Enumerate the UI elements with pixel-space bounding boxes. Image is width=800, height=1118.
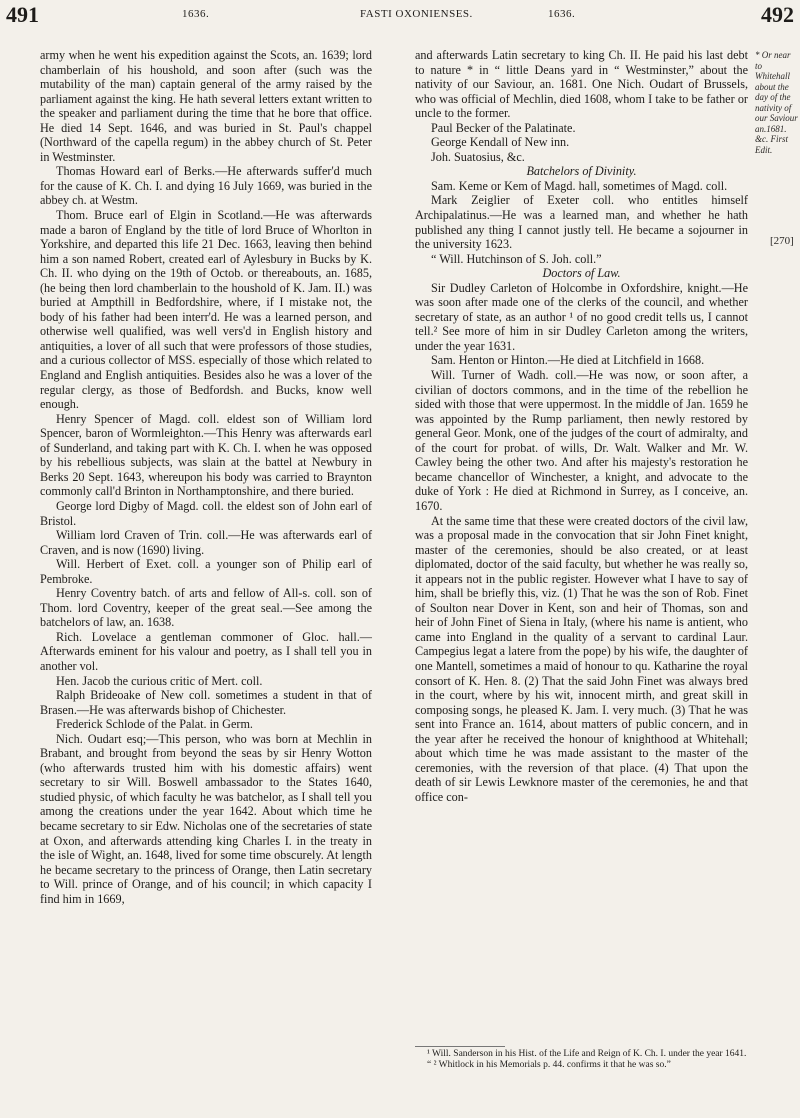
page-header (0, 0, 800, 42)
entry-henry-spencer: Henry Spencer of Magd. coll. eldest son of William lord Spencer, baron of Wormleighton.—This Henry was afterwards earl of Sunderland, and taking part with K. Ch. I. when he was opposed by his rebellious subjects, was slain at the battel at Newbury in Berks 20 Sept. 1643, whereupon his body was carried to Braynton commonly call'd Brinton in Northamptonshire, and there buried. (40, 411, 372, 499)
entry-hen-jacob: Hen. Jacob the curious critic of Mert. coll. (56, 673, 263, 688)
page-number-left: 491 (6, 2, 39, 27)
running-title: FASTI OXONIENSES. (360, 8, 473, 20)
footnotes (415, 1046, 748, 1071)
margin-note: * Or near to Whitehall about the day of the nativity of our Saviour an.1681. &c. First Edit. (755, 50, 798, 155)
right-column (415, 48, 748, 804)
left-column (40, 48, 372, 906)
entry-thom-bruce: Thom. Bruce earl of Elgin in Scotland.—He was afterwards made a baron of England by the title of lord Bruce of Whorlton in Yorkshire, and departed this life 21 Dec. 1663, leaving then behind him a son named Robert, created earl of Aylesbury in Bucks by K. Ch. II. who dying on the 19th of Octob. or thereabouts, an. 1685, (he being then lord chamberlain to the houshold of K. Jam. II.) was buried at Ampthill in Bedfordshire, where, if I mistake not, the body of his father had been interr'd. He was a learned person, and otherwise well qualified, was well vers'd in English history and antiquities, a lover of all such that were professors of those studies, and a curious collector of MSS. especially of those which related to England and English antiquities. Besides also he was a lover of the regular clergy, as those of Bedfordsh. and Bucks, know well enough. (40, 208, 372, 412)
paragraph: army when he went his expedition against the Scots, an. 1639; lord chamberlain of his houshold, and soon after (such was the mutability of the man) captain general of the army raised by the parliament against the king. He hath several letters extant written to the speaker and parliament during the time that he bore that office. He died 14 Sept. 1646, and was buried in St. Paul's chappel (Northward of the capella regum) in the abbey church of St. Peter in Westminster. (40, 48, 372, 164)
entry-thomas-howard: Thomas Howard earl of Berks.—He afterwards suffer'd much for the cause of K. Ch. I. and dying 16 July 1669, was buried in the abbey ch. at Westm. (40, 164, 372, 208)
entry-dudley-carleton: Sir Dudley Carleton of Holcombe in Oxfordshire, knight.—He was soon after made one of the clerks of the council, and whether secretary of state, as an author ¹ of no good credit tells us, I cannot tell.² See more of him in sir Dudley Carleton among the writers, under the year 1631. (415, 280, 748, 353)
paragraph-john-finet: At the same time that these were created doctors of the civil law, was a proposal made in the convocation that sir John Finet knight, master of the ceremonies, should be also created, or at least diplomated, doctor of the said faculty, but whether he was really so, it appears not in the public register. However what I have to say of him, shall be briefly this, viz. (1) That he was the son of Rob. Finet of Soulton near Dover in Kent, son and heir of Thomas, son and heir of John Finet of Siena in Italy, (where his name is antient, who came into England in the quality of a servant to cardinal Laur. Campegius legat a latere from the pope) by his wife, the daughter of one Mantell, sometimes a maid of honour to qu. Katharine the royal consort of K. Hen. 8. (2) That the said John Finet was always bred in the court, where by his wit, innocent mirth, and great skill in composing songs, he pleased K. Jam. I. very much. (3) That he was sent into France an. 1614, about matters of public concern, and in the year after he received the honour of knighthood at Whitehall; about which time he was made assistant to the master of the ceremonies, with the reversion of that place. (4) That upon the death of sir Lewis Lewknore master of the ceremonies, he and that office con- (415, 513, 748, 804)
running-year-right: 1636. (548, 8, 576, 20)
page-number-right: 492 (761, 2, 794, 27)
entry-frederick-schlode: Frederick Schlode of the Palat. in Germ. (56, 717, 253, 732)
entry-william-craven: William lord Craven of Trin. coll.—He was afterwards earl of Craven, and is now (1690) living. (40, 528, 372, 557)
section-heading-divinity: Batchelors of Divinity. (526, 164, 637, 179)
footnote-1: ¹ Will. Sanderson in his Hist. of the Life and Reign of K. Ch. I. under the year 1641. (427, 1049, 747, 1059)
entry-will-hutchinson: “ Will. Hutchinson of S. Joh. coll.” (431, 251, 602, 266)
entry-sam-keme: Sam. Keme or Kem of Magd. hall, sometimes of Magd. coll. (431, 178, 728, 193)
entry-henry-coventry: Henry Coventry batch. of arts and fellow of All-s. coll. son of Thom. lord Coventry, keeper of the great seal.—See among the batchelors of law, an. 1638. (40, 586, 372, 630)
footnote-rule (415, 1046, 505, 1047)
paragraph: and afterwards Latin secretary to king Ch. II. He paid his last debt to nature * in “ little Deans yard in “ Westminster,” about the nativity of our Saviour, an. 1681. One Nich. Oudart of Brussels, who was official of Mechlin, died 1608, whom I take to be father or uncle to the former. (415, 48, 748, 121)
entry-sam-henton: Sam. Henton or Hinton.—He died at Litchfield in 1668. (431, 353, 705, 368)
entry-nich-oudart: Nich. Oudart esq;—This person, who was born at Mechlin in Brabant, and brought from beyond the seas by sir Henry Wotton (who afterwards trusted him with his domestic affairs) went secretary to sir Will. Boswell ambassador to the States 1640, studied physic, of which faculty he was batchelor, as I shall tell you among the creations under the year 1642. About which time he became secretary to sir Edw. Nicholas one of the secretaries of state at Oxon, and afterwards attending king Charles I. in the treaty in the isle of Wight, an. 1648, lived for some time obscurely. At length he became secretary to the princess of Orange, then Latin secretary to Will. prince of Orange, and of his council; in which capacity I find him in 1669, (40, 731, 372, 906)
entry-mark-zeiglier: Mark Zeiglier of Exeter coll. who entitles himself Archipalatinus.—He was a learned man, and whether he hath published any thing I cannot justly tell. He became a sojourner in the university 1623. (415, 193, 748, 252)
entry-rich-lovelace: Rich. Lovelace a gentleman commoner of Gloc. hall.—Afterwards eminent for his valour and poetry, as I shall tell you in another vol. (40, 629, 372, 673)
footnote-2: “ ² Whitlock in his Memorials p. 44. confirms it that he was so.” (427, 1060, 671, 1070)
entry-ralph-brideoake: Ralph Brideoake of New coll. sometimes a student in that of Brasen.—He was afterwards bishop of Chichester. (40, 688, 372, 717)
entry-will-herbert: Will. Herbert of Exet. coll. a younger son of Philip earl of Pembroke. (40, 557, 372, 586)
section-heading-law: Doctors of Law. (542, 266, 621, 281)
entry-george-digby: George lord Digby of Magd. coll. the eldest son of John earl of Bristol. (40, 498, 372, 528)
margin-page-ref: [270] (770, 235, 794, 247)
running-year-left: 1636. (182, 8, 210, 20)
entry-george-kendall: George Kendall of New inn. (431, 135, 570, 150)
entry-joh-suatosius: Joh. Suatosius, &c. (431, 149, 525, 164)
entry-will-turner: Will. Turner of Wadh. coll.—He was now, or soon after, a civilian of doctors commons, and in the time of the rebellion he sided with those that were uppermost. In the middle of Jan. 1659 he was appointed by the Rump parliament, then newly restored by general Geor. Monk, one of the judges of the court of admiralty, and of the court for probat. of wills, Dr. Walt. Walker and Mr. W. Cawley being the other two. And after his majesty's restoration he became chancellor of Winchester, a knight, and advocate to the duke of York : He died at Richmond in Surrey, as I conceive, an. 1670. (415, 368, 748, 513)
entry-paul-becker: Paul Becker of the Palatinate. (431, 120, 576, 135)
